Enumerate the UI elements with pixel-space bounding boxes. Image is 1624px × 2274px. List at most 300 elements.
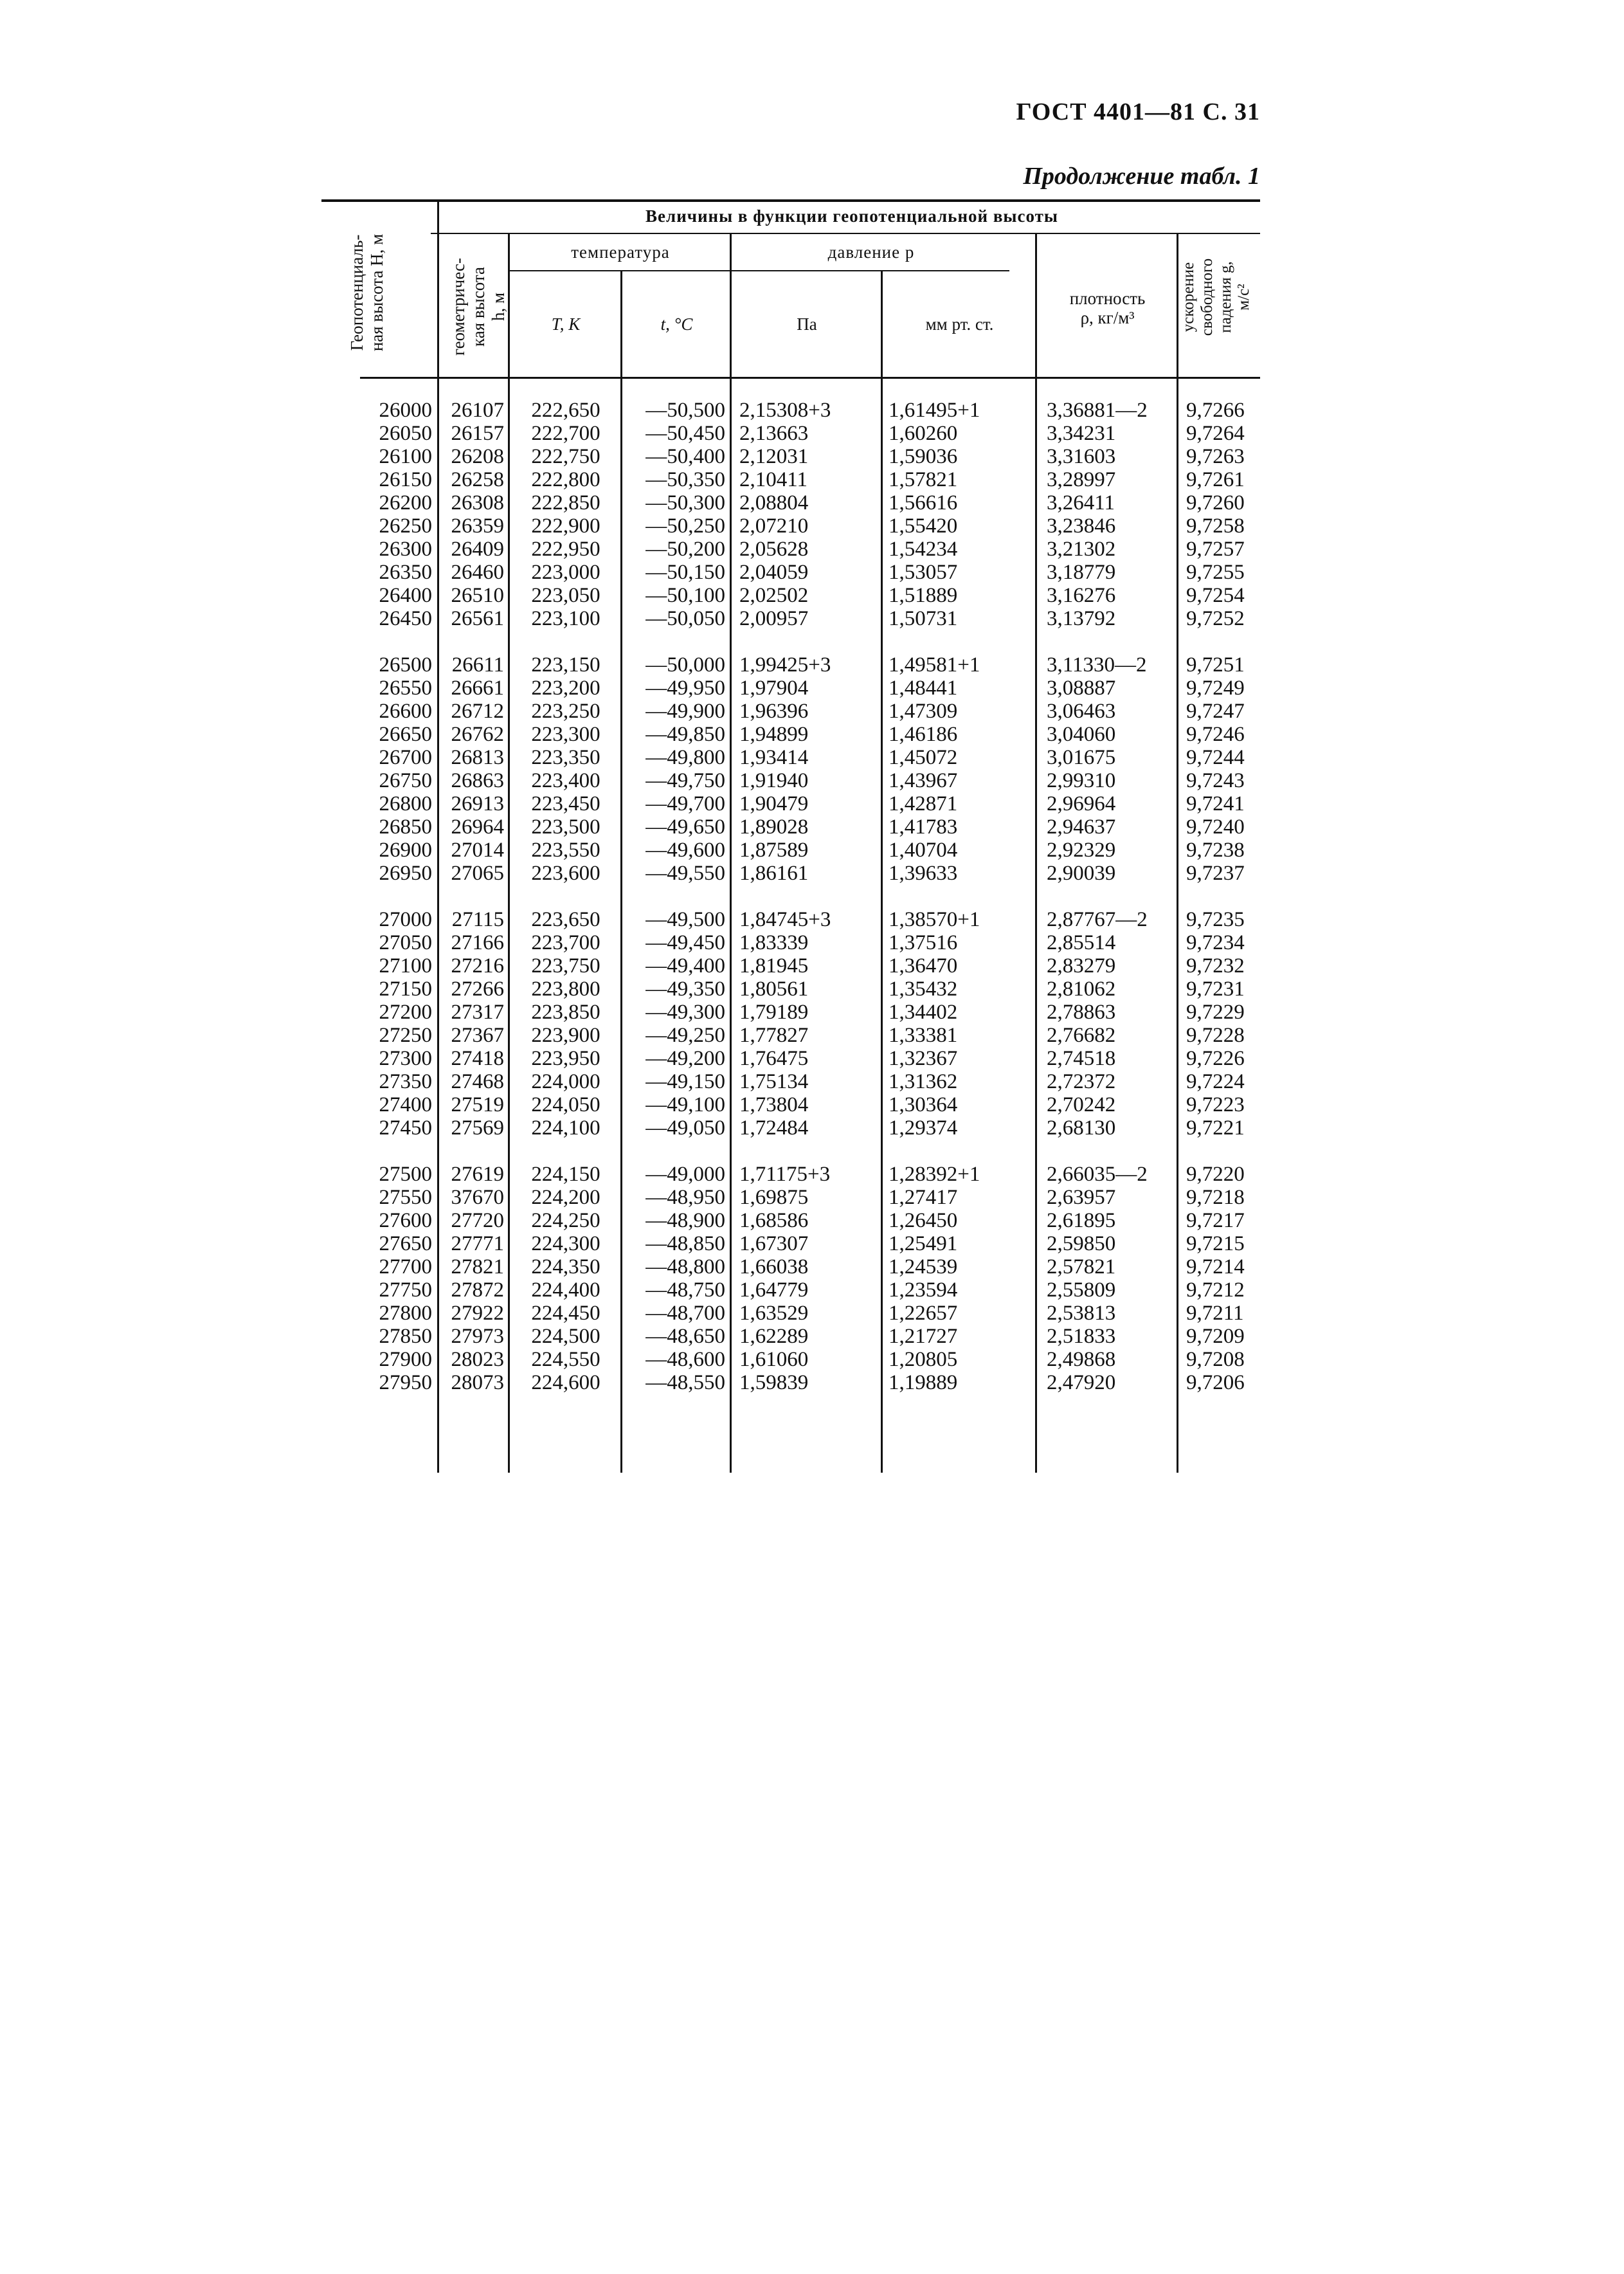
table-cell-pressure-mm: 1,49581+1 bbox=[889, 653, 980, 677]
table-cell-density: 3,04060 bbox=[1047, 723, 1116, 746]
table-cell-geometric-height: 26308 bbox=[451, 491, 504, 514]
table-cell-temp-c: —49,750 bbox=[645, 769, 725, 792]
col-divider-3 bbox=[620, 270, 622, 1473]
table-cell-pressure-pa: 2,12031 bbox=[739, 445, 809, 468]
table-cell-gravity: 9,7208 bbox=[1186, 1348, 1245, 1371]
table-cell-geometric-height: 27367 bbox=[451, 1024, 504, 1047]
table-cell-pressure-mm: 1,41783 bbox=[889, 815, 958, 839]
table-cell-pressure-pa: 1,69875 bbox=[739, 1186, 809, 1209]
table-cell-temp-k: 222,800 bbox=[531, 468, 600, 491]
table-cell-geopotential-height: 26250 bbox=[379, 514, 432, 538]
table-cell-temp-c: —49,800 bbox=[645, 746, 725, 769]
table-cell-density: 2,59850 bbox=[1047, 1232, 1116, 1255]
table-cell-pressure-pa: 2,08804 bbox=[739, 491, 809, 514]
table-cell-geometric-height: 26510 bbox=[451, 584, 504, 607]
table-cell-temp-c: —50,250 bbox=[645, 514, 725, 538]
table-cell-gravity: 9,7266 bbox=[1186, 399, 1245, 422]
table-cell-density: 2,83279 bbox=[1047, 954, 1116, 978]
table-cell-density: 2,61895 bbox=[1047, 1209, 1116, 1232]
table-cell-geopotential-height: 26300 bbox=[379, 538, 432, 561]
table-cell-density: 2,70242 bbox=[1047, 1093, 1116, 1116]
table-cell-pressure-pa: 1,66038 bbox=[739, 1255, 809, 1278]
group-spacer bbox=[624, 1140, 725, 1163]
table-cell-density: 2,68130 bbox=[1047, 1116, 1116, 1140]
page-header: ГОСТ 4401—81 С. 31 bbox=[1016, 98, 1260, 125]
table-cell-gravity: 9,7263 bbox=[1186, 445, 1245, 468]
table-cell-pressure-pa: 2,04059 bbox=[739, 561, 809, 584]
table-cell-density: 3,26411 bbox=[1047, 491, 1115, 514]
table-cell-gravity: 9,7215 bbox=[1186, 1232, 1245, 1255]
table-cell-geopotential-height: 26400 bbox=[379, 584, 432, 607]
table-cell-pressure-mm: 1,46186 bbox=[889, 723, 958, 746]
table-cell-density: 2,94637 bbox=[1047, 815, 1116, 839]
table-cell-temp-k: 223,450 bbox=[531, 792, 600, 815]
table-cell-geometric-height: 27014 bbox=[451, 839, 504, 862]
table-cell-temp-c: —50,450 bbox=[645, 422, 725, 445]
table-cell-geopotential-height: 27650 bbox=[379, 1232, 432, 1255]
table-cell-pressure-mm: 1,28392+1 bbox=[889, 1163, 980, 1186]
table-cell-geopotential-height: 26100 bbox=[379, 445, 432, 468]
group-spacer bbox=[1186, 1140, 1260, 1163]
table-cell-temp-k: 224,100 bbox=[531, 1116, 600, 1140]
header-temperature: температура bbox=[571, 242, 670, 262]
table-cell-temp-c: —49,500 bbox=[645, 908, 725, 931]
group-spacer bbox=[511, 1140, 620, 1163]
table-cell-geopotential-height: 27200 bbox=[379, 1001, 432, 1024]
table-cell-geometric-height: 27216 bbox=[451, 954, 504, 978]
table-cell-pressure-mm: 1,27417 bbox=[889, 1186, 958, 1209]
table-cell-geopotential-height: 27450 bbox=[379, 1116, 432, 1140]
table-cell-geopotential-height: 26350 bbox=[379, 561, 432, 584]
table-cell-geopotential-height: 27850 bbox=[379, 1325, 432, 1348]
table-cell-temp-k: 224,500 bbox=[531, 1325, 600, 1348]
table-cell-geopotential-height: 26050 bbox=[379, 422, 432, 445]
table-cell-geopotential-height: 27800 bbox=[379, 1302, 432, 1325]
table-cell-geopotential-height: 27550 bbox=[379, 1186, 432, 1209]
table-cell-density: 2,74518 bbox=[1047, 1047, 1116, 1070]
table-cell-density: 3,18779 bbox=[1047, 561, 1116, 584]
group-spacer bbox=[739, 885, 881, 908]
table-cell-pressure-pa: 1,94899 bbox=[739, 723, 809, 746]
table-cell-pressure-mm: 1,23594 bbox=[889, 1278, 958, 1302]
table-cell-temp-k: 222,900 bbox=[531, 514, 600, 538]
table-cell-gravity: 9,7212 bbox=[1186, 1278, 1245, 1302]
table-cell-gravity: 9,7247 bbox=[1186, 700, 1245, 723]
table-cell-gravity: 9,7214 bbox=[1186, 1255, 1245, 1278]
group-title-rule bbox=[431, 233, 1260, 234]
col-geometric-height bbox=[441, 399, 504, 1394]
table-cell-geometric-height: 27619 bbox=[451, 1163, 504, 1186]
table-cell-density: 2,57821 bbox=[1047, 1255, 1116, 1278]
table-cell-geometric-height: 27418 bbox=[451, 1047, 504, 1070]
table-cell-density: 2,49868 bbox=[1047, 1348, 1116, 1371]
table-cell-density: 2,76682 bbox=[1047, 1024, 1116, 1047]
table-cell-temp-k: 224,550 bbox=[531, 1348, 600, 1371]
header-group-title: Величины в функции геопотенциальной высоты bbox=[645, 206, 1058, 226]
atmosphere-table bbox=[321, 199, 1260, 1486]
table-cell-geopotential-height: 27900 bbox=[379, 1348, 432, 1371]
table-cell-geometric-height: 28023 bbox=[451, 1348, 504, 1371]
table-cell-geometric-height: 26964 bbox=[451, 815, 504, 839]
table-cell-geometric-height: 26661 bbox=[451, 677, 504, 700]
table-cell-temp-c: —48,800 bbox=[645, 1255, 725, 1278]
table-cell-temp-k: 224,350 bbox=[531, 1255, 600, 1278]
table-cell-pressure-mm: 1,55420 bbox=[889, 514, 958, 538]
table-cell-geometric-height: 37670 bbox=[451, 1186, 504, 1209]
table-cell-pressure-pa: 1,91940 bbox=[739, 769, 809, 792]
table-cell-pressure-pa: 1,86161 bbox=[739, 862, 809, 885]
table-cell-temp-k: 222,950 bbox=[531, 538, 600, 561]
table-cell-temp-c: —49,400 bbox=[645, 954, 725, 978]
header-geometric-height: геометричес- кая высота h, м bbox=[449, 257, 509, 356]
table-cell-geopotential-height: 26750 bbox=[379, 769, 432, 792]
group-spacer bbox=[1186, 630, 1260, 653]
table-cell-gravity: 9,7206 bbox=[1186, 1371, 1245, 1394]
table-cell-geopotential-height: 27950 bbox=[379, 1371, 432, 1394]
header-temp-c: t, °С bbox=[660, 314, 693, 334]
table-cell-geometric-height: 26208 bbox=[451, 445, 504, 468]
header-bottom-rule bbox=[360, 377, 1260, 379]
table-cell-temp-k: 223,150 bbox=[531, 653, 600, 677]
table-cell-temp-k: 224,150 bbox=[531, 1163, 600, 1186]
table-cell-geometric-height: 26813 bbox=[451, 746, 504, 769]
table-cell-pressure-mm: 1,54234 bbox=[889, 538, 958, 561]
table-cell-pressure-mm: 1,29374 bbox=[889, 1116, 958, 1140]
table-cell-geometric-height: 27468 bbox=[451, 1070, 504, 1093]
table-cell-geopotential-height: 27400 bbox=[379, 1093, 432, 1116]
table-cell-gravity: 9,7231 bbox=[1186, 978, 1245, 1001]
table-cell-gravity: 9,7257 bbox=[1186, 538, 1245, 561]
table-cell-pressure-pa: 1,63529 bbox=[739, 1302, 809, 1325]
table-cell-geometric-height: 26107 bbox=[451, 399, 504, 422]
table-cell-gravity: 9,7249 bbox=[1186, 677, 1245, 700]
table-cell-pressure-pa: 1,89028 bbox=[739, 815, 809, 839]
table-cell-density: 3,11330—2 bbox=[1047, 653, 1147, 677]
table-cell-gravity: 9,7217 bbox=[1186, 1209, 1245, 1232]
table-cell-gravity: 9,7252 bbox=[1186, 607, 1245, 630]
table-cell-temp-c: —50,400 bbox=[645, 445, 725, 468]
table-cell-temp-k: 222,850 bbox=[531, 491, 600, 514]
table-cell-temp-c: —48,700 bbox=[645, 1302, 725, 1325]
table-cell-temp-c: —48,900 bbox=[645, 1209, 725, 1232]
group-spacer bbox=[1047, 630, 1177, 653]
table-cell-density: 2,96964 bbox=[1047, 792, 1116, 815]
table-cell-temp-k: 224,600 bbox=[531, 1371, 600, 1394]
table-cell-temp-k: 223,950 bbox=[531, 1047, 600, 1070]
table-cell-temp-c: —49,300 bbox=[645, 1001, 725, 1024]
table-cell-temp-c: —49,100 bbox=[645, 1093, 725, 1116]
group-spacer bbox=[1047, 1140, 1177, 1163]
table-cell-pressure-mm: 1,53057 bbox=[889, 561, 958, 584]
table-cell-temp-c: —49,050 bbox=[645, 1116, 725, 1140]
table-cell-density: 2,72372 bbox=[1047, 1070, 1116, 1093]
table-cell-pressure-pa: 1,96396 bbox=[739, 700, 809, 723]
table-cell-geopotential-height: 27500 bbox=[379, 1163, 432, 1186]
table-cell-pressure-mm: 1,32367 bbox=[889, 1047, 958, 1070]
table-cell-density: 2,63957 bbox=[1047, 1186, 1116, 1209]
table-cell-temp-c: —49,950 bbox=[645, 677, 725, 700]
table-cell-pressure-pa: 1,79189 bbox=[739, 1001, 809, 1024]
table-cell-pressure-pa: 1,59839 bbox=[739, 1371, 809, 1394]
header-geopotential-height: Геопотенциаль- ная высота H, м bbox=[347, 233, 387, 352]
table-cell-gravity: 9,7228 bbox=[1186, 1024, 1245, 1047]
table-cell-geometric-height: 27569 bbox=[451, 1116, 504, 1140]
table-cell-density: 2,51833 bbox=[1047, 1325, 1116, 1348]
table-cell-gravity: 9,7232 bbox=[1186, 954, 1245, 978]
table-cell-pressure-pa: 1,97904 bbox=[739, 677, 809, 700]
table-cell-density: 2,55809 bbox=[1047, 1278, 1116, 1302]
table-cell-gravity: 9,7246 bbox=[1186, 723, 1245, 746]
table-cell-pressure-mm: 1,21727 bbox=[889, 1325, 958, 1348]
table-cell-temp-k: 223,000 bbox=[531, 561, 600, 584]
table-cell-temp-k: 223,800 bbox=[531, 978, 600, 1001]
table-cell-geopotential-height: 27250 bbox=[379, 1024, 432, 1047]
table-cell-geometric-height: 27771 bbox=[451, 1232, 504, 1255]
group-spacer bbox=[624, 885, 725, 908]
table-cell-geometric-height: 27821 bbox=[451, 1255, 504, 1278]
table-cell-pressure-mm: 1,45072 bbox=[889, 746, 958, 769]
table-cell-pressure-pa: 1,61060 bbox=[739, 1348, 809, 1371]
table-cell-pressure-mm: 1,37516 bbox=[889, 931, 958, 954]
table-cell-pressure-mm: 1,59036 bbox=[889, 445, 958, 468]
table-cell-geopotential-height: 26200 bbox=[379, 491, 432, 514]
table-cell-pressure-mm: 1,22657 bbox=[889, 1302, 958, 1325]
table-cell-geopotential-height: 26950 bbox=[379, 862, 432, 885]
group-spacer bbox=[511, 885, 620, 908]
group-spacer bbox=[441, 630, 504, 653]
table-cell-gravity: 9,7244 bbox=[1186, 746, 1245, 769]
table-cell-temp-k: 224,450 bbox=[531, 1302, 600, 1325]
table-cell-temp-c: —50,100 bbox=[645, 584, 725, 607]
group-spacer bbox=[889, 630, 1035, 653]
table-cell-geometric-height: 26762 bbox=[451, 723, 504, 746]
table-cell-pressure-mm: 1,34402 bbox=[889, 1001, 958, 1024]
table-cell-gravity: 9,7235 bbox=[1186, 908, 1245, 931]
table-cell-gravity: 9,7209 bbox=[1186, 1325, 1245, 1348]
subgroup-rule bbox=[508, 270, 1009, 271]
table-cell-gravity: 9,7237 bbox=[1186, 862, 1245, 885]
table-cell-pressure-pa: 2,13663 bbox=[739, 422, 809, 445]
table-cell-pressure-mm: 1,50731 bbox=[889, 607, 958, 630]
table-cell-pressure-mm: 1,43967 bbox=[889, 769, 958, 792]
table-cell-geopotential-height: 27300 bbox=[379, 1047, 432, 1070]
col-divider-4 bbox=[730, 233, 732, 1473]
table-cell-geopotential-height: 26500 bbox=[379, 653, 432, 677]
table-cell-pressure-mm: 1,25491 bbox=[889, 1232, 958, 1255]
table-cell-pressure-pa: 1,90479 bbox=[739, 792, 809, 815]
table-cell-geometric-height: 26157 bbox=[451, 422, 504, 445]
table-cell-pressure-mm: 1,47309 bbox=[889, 700, 958, 723]
table-cell-pressure-pa: 2,15308+3 bbox=[739, 399, 831, 422]
table-cell-temp-c: —48,850 bbox=[645, 1232, 725, 1255]
table-cell-temp-c: —50,150 bbox=[645, 561, 725, 584]
table-cell-temp-k: 223,300 bbox=[531, 723, 600, 746]
table-cell-density: 2,47920 bbox=[1047, 1371, 1116, 1394]
table-cell-pressure-pa: 1,67307 bbox=[739, 1232, 809, 1255]
table-cell-temp-k: 224,200 bbox=[531, 1186, 600, 1209]
table-cell-density: 3,16276 bbox=[1047, 584, 1116, 607]
table-cell-pressure-pa: 1,64779 bbox=[739, 1278, 809, 1302]
header-pressure-mm: мм рт. ст. bbox=[925, 314, 994, 334]
col-divider-1 bbox=[437, 199, 439, 1473]
table-cell-gravity: 9,7240 bbox=[1186, 815, 1245, 839]
col-geopotential-height bbox=[321, 399, 432, 1394]
table-cell-temp-c: —48,600 bbox=[645, 1348, 725, 1371]
table-cell-density: 3,36881—2 bbox=[1047, 399, 1148, 422]
table-cell-geopotential-height: 26850 bbox=[379, 815, 432, 839]
table-cell-pressure-mm: 1,61495+1 bbox=[889, 399, 980, 422]
table-cell-geopotential-height: 26900 bbox=[379, 839, 432, 862]
table-cell-geopotential-height: 27100 bbox=[379, 954, 432, 978]
table-cell-temp-k: 223,700 bbox=[531, 931, 600, 954]
table-cell-temp-k: 223,200 bbox=[531, 677, 600, 700]
group-spacer bbox=[1186, 885, 1260, 908]
table-cell-temp-c: —49,450 bbox=[645, 931, 725, 954]
table-cell-temp-k: 223,750 bbox=[531, 954, 600, 978]
table-cell-gravity: 9,7241 bbox=[1186, 792, 1245, 815]
table-cell-temp-c: —48,950 bbox=[645, 1186, 725, 1209]
table-cell-pressure-mm: 1,36470 bbox=[889, 954, 958, 978]
table-cell-gravity: 9,7226 bbox=[1186, 1047, 1245, 1070]
col-pressure-mm bbox=[889, 399, 1035, 1394]
table-cell-temp-c: —49,250 bbox=[645, 1024, 725, 1047]
table-cell-pressure-mm: 1,20805 bbox=[889, 1348, 958, 1371]
table-cell-density: 3,06463 bbox=[1047, 700, 1116, 723]
table-cell-density: 3,23846 bbox=[1047, 514, 1116, 538]
table-cell-density: 2,92329 bbox=[1047, 839, 1116, 862]
table-cell-pressure-mm: 1,38570+1 bbox=[889, 908, 980, 931]
table-cell-pressure-pa: 1,76475 bbox=[739, 1047, 809, 1070]
table-cell-density: 2,53813 bbox=[1047, 1302, 1116, 1325]
table-cell-geometric-height: 27519 bbox=[451, 1093, 504, 1116]
table-cell-pressure-mm: 1,57821 bbox=[889, 468, 958, 491]
col-gravity bbox=[1186, 399, 1260, 1394]
table-cell-pressure-pa: 2,07210 bbox=[739, 514, 809, 538]
table-cell-geometric-height: 27266 bbox=[451, 978, 504, 1001]
table-cell-geopotential-height: 26700 bbox=[379, 746, 432, 769]
table-cell-gravity: 9,7224 bbox=[1186, 1070, 1245, 1093]
table-cell-temp-k: 223,550 bbox=[531, 839, 600, 862]
table-cell-pressure-mm: 1,42871 bbox=[889, 792, 958, 815]
table-cell-gravity: 9,7251 bbox=[1186, 653, 1245, 677]
table-cell-pressure-pa: 1,71175+3 bbox=[739, 1163, 831, 1186]
table-cell-temp-c: —49,650 bbox=[645, 815, 725, 839]
table-cell-gravity: 9,7258 bbox=[1186, 514, 1245, 538]
table-cell-temp-c: —49,600 bbox=[645, 839, 725, 862]
table-cell-temp-c: —49,200 bbox=[645, 1047, 725, 1070]
table-cell-temp-k: 222,700 bbox=[531, 422, 600, 445]
table-cell-geopotential-height: 26800 bbox=[379, 792, 432, 815]
table-cell-pressure-pa: 2,02502 bbox=[739, 584, 809, 607]
table-cell-temp-k: 224,300 bbox=[531, 1232, 600, 1255]
table-cell-temp-c: —50,000 bbox=[645, 653, 725, 677]
table-cell-geometric-height: 26258 bbox=[451, 468, 504, 491]
table-cell-geometric-height: 26863 bbox=[451, 769, 504, 792]
table-cell-temp-k: 223,850 bbox=[531, 1001, 600, 1024]
col-divider-6 bbox=[1035, 233, 1037, 1473]
group-spacer bbox=[889, 1140, 1035, 1163]
table-cell-geopotential-height: 27350 bbox=[379, 1070, 432, 1093]
table-cell-geometric-height: 27720 bbox=[451, 1209, 504, 1232]
table-cell-pressure-mm: 1,39633 bbox=[889, 862, 958, 885]
group-spacer bbox=[889, 885, 1035, 908]
table-cell-density: 2,66035—2 bbox=[1047, 1163, 1148, 1186]
table-cell-temp-k: 222,650 bbox=[531, 399, 600, 422]
table-cell-gravity: 9,7220 bbox=[1186, 1163, 1245, 1186]
table-cell-pressure-mm: 1,51889 bbox=[889, 584, 958, 607]
table-cell-pressure-mm: 1,26450 bbox=[889, 1209, 958, 1232]
table-cell-temp-k: 224,250 bbox=[531, 1209, 600, 1232]
table-cell-gravity: 9,7255 bbox=[1186, 561, 1245, 584]
table-cell-temp-k: 223,250 bbox=[531, 700, 600, 723]
table-cell-pressure-pa: 1,87589 bbox=[739, 839, 809, 862]
table-cell-gravity: 9,7238 bbox=[1186, 839, 1245, 862]
table-cell-gravity: 9,7218 bbox=[1186, 1186, 1245, 1209]
col-divider-7 bbox=[1177, 233, 1178, 1473]
table-cell-temp-c: —50,200 bbox=[645, 538, 725, 561]
table-cell-density: 3,13792 bbox=[1047, 607, 1116, 630]
table-cell-geometric-height: 26712 bbox=[451, 700, 504, 723]
table-cell-pressure-mm: 1,31362 bbox=[889, 1070, 958, 1093]
table-cell-geopotential-height: 27750 bbox=[379, 1278, 432, 1302]
col-pressure-pa bbox=[739, 399, 881, 1394]
table-cell-pressure-mm: 1,56616 bbox=[889, 491, 958, 514]
table-cell-density: 3,31603 bbox=[1047, 445, 1116, 468]
table-cell-temp-k: 223,600 bbox=[531, 862, 600, 885]
table-cell-geopotential-height: 27000 bbox=[379, 908, 432, 931]
table-cell-gravity: 9,7261 bbox=[1186, 468, 1245, 491]
table-cell-pressure-pa: 2,05628 bbox=[739, 538, 809, 561]
table-cell-temp-c: —49,150 bbox=[645, 1070, 725, 1093]
table-cell-geopotential-height: 27150 bbox=[379, 978, 432, 1001]
table-cell-pressure-pa: 1,99425+3 bbox=[739, 653, 831, 677]
table-cell-geopotential-height: 26550 bbox=[379, 677, 432, 700]
table-cell-geometric-height: 26359 bbox=[451, 514, 504, 538]
table-cell-temp-k: 223,050 bbox=[531, 584, 600, 607]
table-cell-pressure-mm: 1,60260 bbox=[889, 422, 958, 445]
table-cell-pressure-pa: 2,00957 bbox=[739, 607, 809, 630]
table-cell-pressure-pa: 1,73804 bbox=[739, 1093, 809, 1116]
table-cell-geometric-height: 27872 bbox=[451, 1278, 504, 1302]
table-cell-pressure-pa: 1,75134 bbox=[739, 1070, 809, 1093]
table-cell-pressure-mm: 1,30364 bbox=[889, 1093, 958, 1116]
table-cell-gravity: 9,7260 bbox=[1186, 491, 1245, 514]
table-cell-density: 3,34231 bbox=[1047, 422, 1116, 445]
table-cell-density: 3,21302 bbox=[1047, 538, 1116, 561]
table-cell-temp-c: —49,550 bbox=[645, 862, 725, 885]
group-spacer bbox=[1047, 885, 1177, 908]
table-cell-pressure-pa: 1,83339 bbox=[739, 931, 809, 954]
table-cell-pressure-mm: 1,19889 bbox=[889, 1371, 958, 1394]
group-spacer bbox=[441, 1140, 504, 1163]
table-cell-pressure-mm: 1,35432 bbox=[889, 978, 958, 1001]
table-cell-temp-k: 223,100 bbox=[531, 607, 600, 630]
table-cell-temp-c: —48,750 bbox=[645, 1278, 725, 1302]
table-cell-temp-k: 223,650 bbox=[531, 908, 600, 931]
table-cell-density: 2,87767—2 bbox=[1047, 908, 1148, 931]
table-cell-temp-c: —49,900 bbox=[645, 700, 725, 723]
table-cell-pressure-pa: 1,81945 bbox=[739, 954, 809, 978]
table-cell-temp-k: 223,500 bbox=[531, 815, 600, 839]
table-cell-geopotential-height: 26450 bbox=[379, 607, 432, 630]
table-cell-density: 3,28997 bbox=[1047, 468, 1116, 491]
table-cell-pressure-mm: 1,48441 bbox=[889, 677, 958, 700]
table-cell-geopotential-height: 26150 bbox=[379, 468, 432, 491]
table-cell-pressure-pa: 2,10411 bbox=[739, 468, 808, 491]
table-cell-geometric-height: 27973 bbox=[451, 1325, 504, 1348]
table-cell-gravity: 9,7229 bbox=[1186, 1001, 1245, 1024]
table-cell-density: 3,08887 bbox=[1047, 677, 1116, 700]
